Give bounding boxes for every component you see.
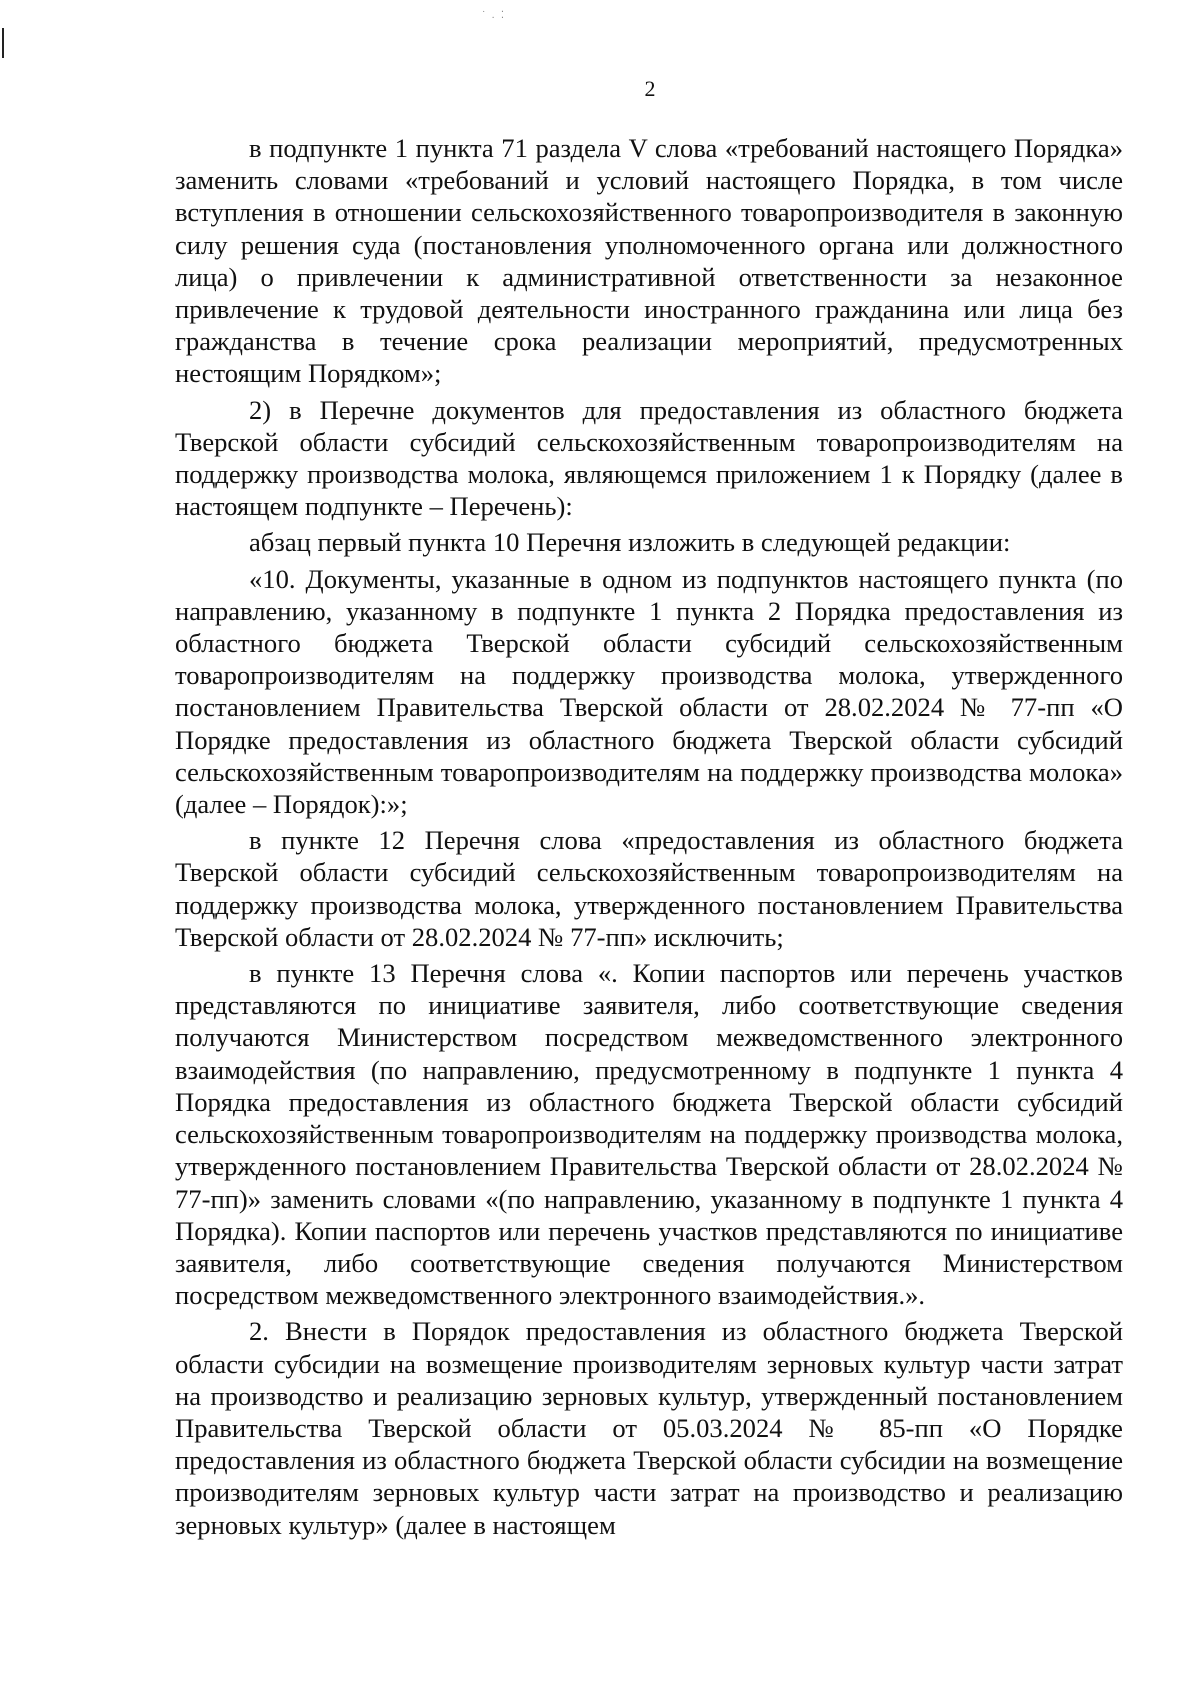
paragraph: в подпункте 1 пункта 71 раздела V слова «требований настоящего Порядка» заменить словами «требований и условий настоящего Порядка, в том числе вступления в отношении сельскохозяйственного товаропроизводителя в законную силу решения суда (постановления уполномоченного органа или должностного лица) о привлечении к административной ответственности за незаконное привлечение к трудовой деятельности иностранного гражданина или лица без гражданства в течение срока реализации мероприятий, предусмотренных нестоящим Порядком»; (175, 133, 1123, 389)
document-body (175, 132, 1123, 1541)
page-number: 2 (644, 76, 656, 101)
paragraph: «10. Документы, указанные в одном из подпунктов настоящего пункта (по направлению, указанному в подпункте 1 пункта 2 Порядка предоставления из областного бюджета Тверской области субсидий сельскохозяйственным товаропроизводителям на поддержку производства молока, утвержденного постановлением Правительства Тверской области от 28.02.2024 № 77-пп «О Порядке предоставления из областного бюджета Тверской области субсидий сельскохозяйственным товаропроизводителям на поддержку производства молока» (далее – Порядок):»; (175, 563, 1123, 820)
paragraph: в пункте 12 Перечня слова «предоставления из областного бюджета Тверской области субсидий сельскохозяйственным товаропроизводителям на поддержку производства молока, утвержденного постановлением Правительства Тверской области от 28.02.2024 № 77-пп» исключить; (175, 825, 1123, 952)
scan-speck: ˙ . ⁚ (482, 10, 507, 21)
paragraph: 2) в Перечне документов для предоставления из областного бюджета Тверской области субсидий сельскохозяйственным товаропроизводителям на поддержку производства молока, являющемся приложением 1 к Порядку (далее в настоящем подпункте – Перечень): (175, 394, 1123, 522)
paragraph: в пункте 13 Перечня слова «. Копии паспортов или перечень участков представляются по инициативе заявителя, либо соответствующие сведения получаются Министерством посредством межведомственного электронного взаимодействия (по направлению, предусмотренному в подпункте 1 пункта 4 Порядка предоставления из областного бюджета Тверской области субсидий сельскохозяйственным товаропроизводителям на поддержку производства молока, утвержденного постановлением Правительства Тверской области от 28.02.2024 № 77-пп)» заменить словами «(по направлению, указанному в подпункте 1 пункта 4 Порядка). Копии паспортов или перечень участков представляются по инициативе заявителя, либо соответствующие сведения получаются Министерством посредством межведомственного электронного взаимодействия.». (175, 958, 1123, 1311)
scan-edge-mark (2, 28, 4, 58)
paragraph: абзац первый пункта 10 Перечня изложить в следующей редакции: (249, 527, 1011, 558)
paragraph: 2. Внести в Порядок предоставления из областного бюджета Тверской области субсидии на возмещение производителям зерновых культур части затрат на производство и реализацию зерновых культур, утвержденный постановлением Правительства Тверской области от 05.03.2024 № 85-пп «О Порядке предоставления из областного бюджета Тверской области субсидии на возмещение производителям зерновых культур части затрат на производство и реализацию зерновых культур» (далее в настоящем (175, 1316, 1123, 1540)
